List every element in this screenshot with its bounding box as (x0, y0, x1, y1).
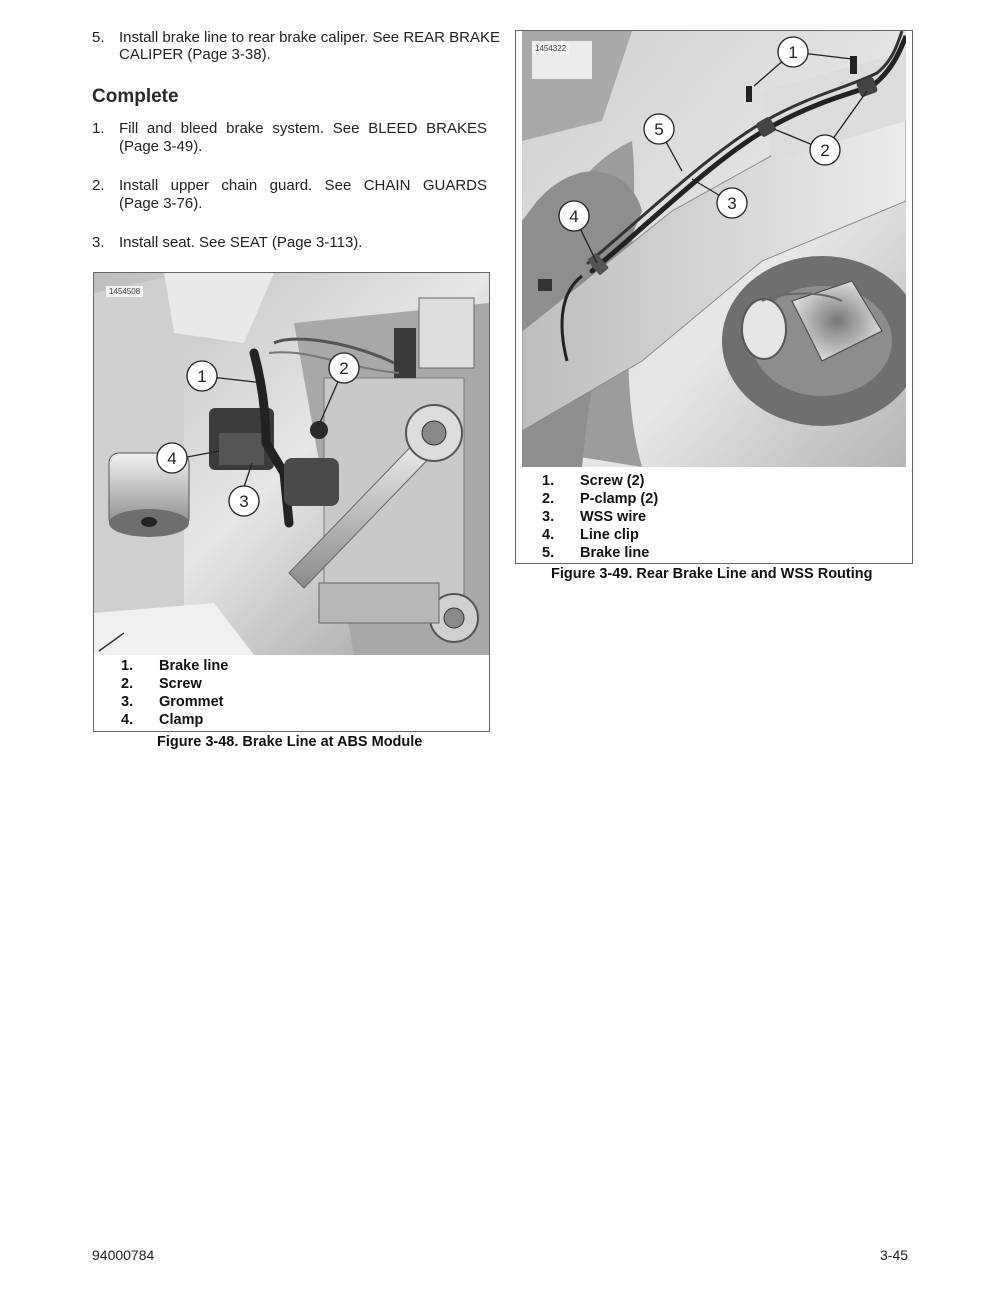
step-install-chain-guard (92, 177, 487, 213)
step-text-line1: Install brake line to rear brake caliper. See REAR BRAKE (119, 29, 501, 46)
callout-3-label: 3 (727, 194, 737, 213)
step-number: 3. (92, 234, 105, 251)
callout-1-label: 1 (197, 367, 207, 386)
legend-number: 4. (542, 527, 555, 543)
step-text-line2: (Page 3-76). (119, 195, 203, 212)
legend-number: 3. (542, 509, 555, 525)
legend-number: 2. (121, 676, 134, 692)
step-text-line1: Fill and bleed brake system. See BLEED BRAKES (119, 120, 487, 137)
step-fill-bleed (92, 120, 487, 156)
legend-number: 5. (542, 545, 555, 561)
legend-label: Screw (159, 676, 202, 692)
legend-label: Clamp (159, 712, 204, 728)
document-number: 94000784 (92, 1247, 155, 1263)
legend-item (121, 693, 371, 711)
page-number: 3-45 (880, 1247, 909, 1263)
legend-item (121, 675, 371, 693)
legend-label: Line clip (580, 527, 639, 543)
image-number: 1454322 (532, 43, 569, 54)
legend-item (121, 711, 371, 729)
figure-3-49 (515, 30, 913, 564)
step-install-brake-line (92, 29, 501, 65)
legend-label: Brake line (580, 545, 650, 561)
figure-3-48 (93, 272, 490, 732)
step-install-seat (92, 234, 487, 252)
callout-3 (717, 188, 747, 218)
step-text-line1: Install upper chain guard. See CHAIN GUARDS (119, 177, 487, 194)
legend-item (542, 526, 792, 544)
legend-label: P-clamp (2) (580, 491, 659, 507)
legend-number: 4. (121, 712, 134, 728)
legend-number: 1. (542, 473, 555, 489)
figure-legend (542, 472, 792, 562)
callout-3 (229, 486, 259, 516)
callout-1 (778, 37, 808, 67)
callout-2 (810, 135, 840, 165)
legend-label: Brake line (159, 658, 229, 674)
callout-1 (187, 361, 217, 391)
step-text-line1: Install seat. See SEAT (Page 3-113). (119, 234, 363, 251)
callout-2-label: 2 (339, 359, 349, 378)
callout-3-label: 3 (239, 492, 249, 511)
callout-4 (157, 443, 187, 473)
callout-1-label: 1 (788, 43, 798, 62)
figure-legend (121, 657, 371, 729)
callout-2 (329, 353, 359, 383)
legend-label: Grommet (159, 694, 224, 710)
rear-brake-line-photo (522, 31, 906, 467)
legend-number: 2. (542, 491, 555, 507)
step-number: 1. (92, 120, 105, 137)
abs-module-illustration (94, 273, 489, 655)
legend-item (542, 490, 792, 508)
rear-brake-line-illustration (522, 31, 906, 467)
step-text-line2: CALIPER (Page 3-38). (119, 46, 271, 63)
legend-number: 1. (121, 658, 134, 674)
abs-module-photo (94, 273, 489, 655)
step-text-line2: (Page 3-49). (119, 138, 203, 155)
step-number: 2. (92, 177, 105, 194)
legend-item (121, 657, 371, 675)
callout-4-label: 4 (569, 207, 579, 226)
callout-4-label: 4 (167, 449, 177, 468)
legend-item (542, 472, 792, 490)
legend-item (542, 544, 792, 562)
legend-number: 3. (121, 694, 134, 710)
callout-4 (559, 201, 589, 231)
legend-label: WSS wire (580, 509, 647, 525)
callout-5 (644, 114, 674, 144)
callout-5-label: 5 (654, 120, 664, 139)
legend-label: Screw (2) (580, 473, 645, 489)
figure-caption: Figure 3-48. Brake Line at ABS Module (157, 734, 423, 750)
section-heading: Complete (92, 86, 179, 107)
callout-2-label: 2 (820, 141, 830, 160)
figure-caption: Figure 3-49. Rear Brake Line and WSS Routing (551, 566, 873, 582)
step-number: 5. (92, 29, 105, 46)
image-number: 1454508 (106, 286, 143, 297)
legend-item (542, 508, 792, 526)
